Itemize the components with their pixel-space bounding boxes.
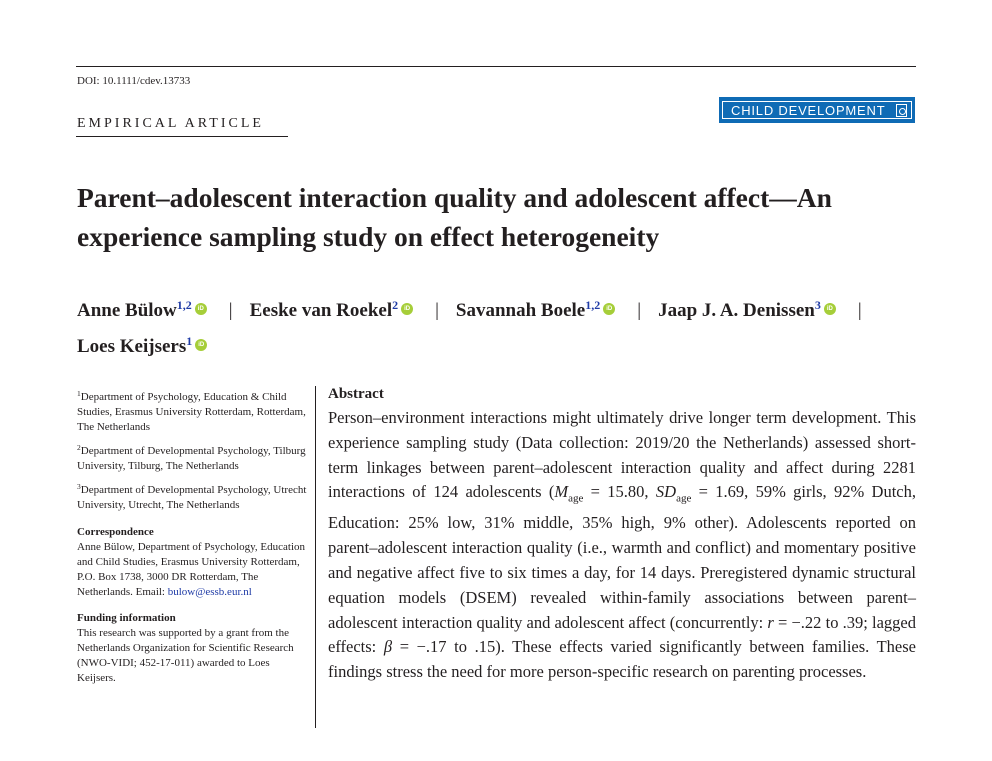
author-name: Loes Keijsers — [77, 336, 187, 357]
author[interactable] — [456, 300, 615, 321]
funding-section — [77, 611, 307, 686]
affiliation-marker[interactable]: 1,2 — [176, 298, 192, 312]
author-list — [77, 290, 917, 362]
author[interactable] — [77, 336, 207, 357]
funding-text: This research was supported by a grant from the Netherlands Organization for Scientific Research (NWO-VIDI; 452-17-011) awarded to Loes Keijsers. — [77, 627, 294, 684]
orcid-icon[interactable] — [824, 303, 836, 315]
affiliation-marker[interactable]: 2 — [392, 298, 399, 312]
journal-badge-frame — [722, 101, 912, 119]
doi[interactable]: DOI: 10.1111/cdev.13733 — [77, 75, 191, 87]
journal-name: CHILD DEVELOPMENT — [731, 102, 886, 118]
author[interactable] — [658, 300, 836, 321]
author-name: Savannah Boele — [455, 300, 586, 321]
affiliation: $^1$Department of Psychology, Education & Child Studies, Erasmus University Rotterdam, Rotterdam, The Netherlands — [77, 389, 306, 433]
author-separator: | — [228, 300, 233, 321]
orcid-icon[interactable] — [401, 303, 413, 315]
journal-badge[interactable] — [719, 97, 915, 123]
author-name: Anne Bülow — [77, 300, 177, 321]
correspondence-text: Anne Bülow, Department of Psychology, Education and Child Studies, Erasmus University Rotterdam, P.O. Box 1738, 3000 DR Rotterdam, The Netherlands. Email: bulow@essb.eur.nl — [77, 541, 306, 598]
crest-icon — [896, 104, 907, 117]
abstract-text: Person–environment interactions might ultimately drive longer term development. This experience sampling study (Data collection: 2019/20 the Netherlands) assessed short-term linkages between parent–adolescent interaction quality and affect during 2281 interactions of 124 adolescents ($M_{age} = 15.80$, $SD_{age} = 1.69$, 59% girls, 92% Dutch, Education: 25% low, 31% middle, 35% high, 9% other). Adolescents reported on parent–adolescent interaction quality (i.e., warmth and conflict) and momentary positive and negative affect five to six times a day, for 14 days. Preregistered dynamic structural equation models (DSEM) revealed within-family associations between parent–adolescent interaction quality and adolescent affect (concurrently: r = −.22 to .39; lagged effects: β = −.17 to .15). These effects varied significantly between families. These findings stress the need for more person-specific research on parenting processes. — [328, 408, 916, 682]
affiliation-marker[interactable]: 3 — [814, 298, 821, 312]
article-title: Parent–adolescent interaction quality and adolescent affect—An experience sampling study on effect heterogeneity — [77, 182, 832, 252]
article-sidebar — [77, 386, 307, 686]
top-rule — [76, 66, 916, 67]
orcid-icon[interactable] — [195, 339, 207, 351]
author-name: Jaap J. A. Denissen — [658, 300, 815, 321]
section-underline — [76, 136, 288, 137]
affiliation-marker[interactable]: 1,2 — [585, 298, 601, 312]
author[interactable] — [77, 300, 207, 321]
orcid-icon[interactable] — [195, 303, 207, 315]
correspondence-heading: Correspondence — [77, 526, 154, 538]
abstract-heading: Abstract — [328, 386, 384, 402]
orcid-icon[interactable] — [603, 303, 615, 315]
author-separator: | — [435, 300, 439, 321]
funding-heading: Funding information — [77, 612, 176, 624]
affiliation-marker[interactable]: 1 — [186, 334, 193, 348]
column-divider — [315, 386, 316, 728]
author[interactable] — [250, 300, 414, 321]
abstract-section — [328, 386, 916, 685]
affiliation: $^3$Department of Developmental Psychology, Utrecht University, Utrecht, The Netherlands — [77, 482, 307, 511]
author-name: Eeske van Roekel — [249, 300, 393, 321]
email-link[interactable]: bulow@essb.eur.nl — [167, 586, 252, 598]
author-separator: | — [857, 300, 862, 321]
author-separator: | — [637, 300, 642, 321]
affiliation: $^2$Department of Developmental Psychology, Tilburg University, Tilburg, The Netherlands — [77, 443, 306, 472]
section-label: EMPIRICAL ARTICLE — [77, 116, 264, 131]
